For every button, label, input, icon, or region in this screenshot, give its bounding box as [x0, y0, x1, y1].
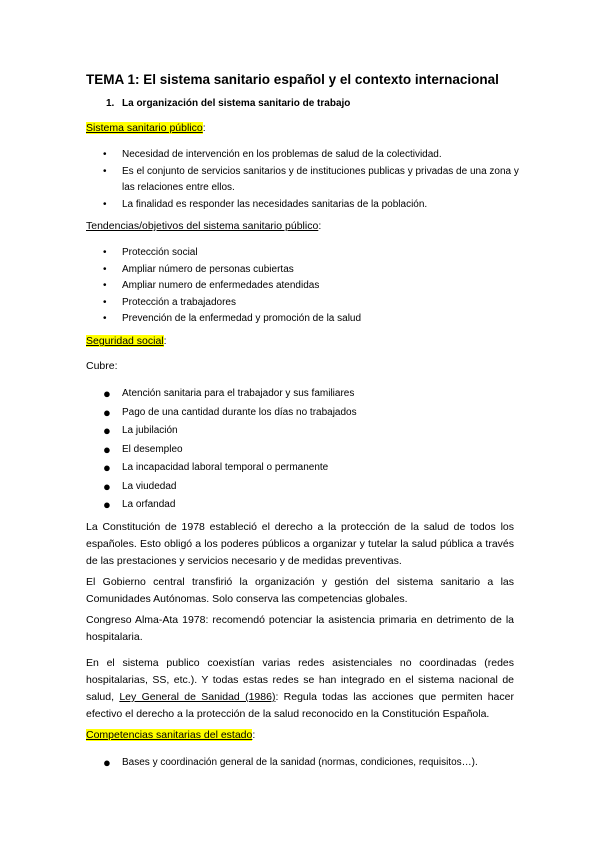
subheading-text: La organización del sistema sanitario de trabajo	[122, 98, 351, 109]
heading-tendencias: Tendencias/objetivos del sistema sanitario público:	[86, 220, 322, 232]
bullet-icon: ●	[103, 755, 111, 770]
heading-competencias: Competencias sanitarias del estado:	[86, 729, 256, 741]
list-sistema-publico	[86, 147, 526, 213]
bullet-icon: •	[103, 296, 107, 308]
list-tendencias	[86, 245, 526, 328]
page-title: TEMA 1: El sistema sanitario español y el contexto internacional	[86, 72, 499, 87]
bullet-icon: ●	[103, 460, 111, 475]
heading-sistema-publico: Sistema sanitario público:	[86, 122, 206, 134]
list-item: ● La orfandad	[86, 496, 526, 515]
list-item: ● La jubilación	[86, 422, 526, 441]
heading-seguridad-social: Seguridad social:	[86, 335, 167, 347]
bullet-icon: ●	[103, 386, 111, 401]
paragraph-gobierno: El Gobierno central transfirió la organización y gestión del sistema sanitario a las Comunidades Autónomas. Solo conserva las competencias globales.	[86, 576, 514, 605]
paragraph-sistema-publico: En el sistema publico coexistían varias redes asistenciales no coordinadas (redes hospitalarias, SS, etc.). Y todas estas redes se han integrado en el sistema nacional de salud, Ley General de Sanidad (1986): Regula todas las acciones que permiten hacer efectivo el derecho a la protección de la salud reconocido en la Constitución Española.	[86, 657, 514, 720]
list-item: • Ampliar número de personas cubiertas	[86, 262, 526, 279]
section-subheading	[106, 98, 350, 109]
list-competencias	[86, 755, 526, 772]
list-item: • Protección social	[86, 245, 526, 262]
list-item: ● La incapacidad laboral temporal o permanente	[86, 459, 526, 478]
bullet-icon: •	[103, 165, 107, 177]
bullet-icon: •	[103, 149, 107, 160]
list-item: ● El desempleo	[86, 441, 526, 460]
bullet-icon: ●	[103, 441, 111, 457]
seguridad-social-intro: Cubre:	[86, 360, 118, 372]
bullet-icon: •	[103, 280, 107, 291]
paragraph-alma-ata: Congreso Alma-Ata 1978: recomendó potenciar la asistencia primaria en detrimento de la hospitalaria.	[86, 614, 514, 643]
list-seguridad-social	[86, 385, 526, 515]
paragraph-constitucion: La Constitución de 1978 estableció el derecho a la protección de la salud de todos los españoles. Esto obligó a los poderes públicos a organizar y tutelar la salud pública a través de las prestaciones y servicios necesario y de medidas preventivas.	[86, 521, 514, 567]
subheading-number: 1.	[106, 98, 115, 109]
list-item: ● Bases y coordinación general de la sanidad (normas, condiciones, requisitos…).	[103, 755, 478, 770]
bullet-icon: ●	[103, 497, 111, 512]
list-item: • Protección a trabajadores	[86, 295, 526, 312]
list-item: • La finalidad es responder las necesidades sanitarias de la población.	[86, 197, 526, 214]
list-item: ● La viudedad	[86, 478, 526, 497]
list-item: ● Pago de una cantidad durante los días no trabajados	[86, 404, 526, 423]
bullet-icon: •	[103, 198, 107, 210]
ley-general-link: Ley General de Sanidad (1986)	[119, 691, 276, 703]
list-item: • Es el conjunto de servicios sanitarios y de instituciones publicas y privadas de una zona y las relaciones entre ellos.	[103, 165, 519, 193]
bullet-icon: ●	[103, 423, 111, 438]
bullet-icon: •	[103, 247, 107, 258]
list-item: ● Atención sanitaria para el trabajador y sus familiares	[86, 385, 526, 404]
bullet-icon: ●	[103, 478, 111, 494]
bullet-icon: •	[103, 263, 107, 275]
bullet-icon: ●	[103, 404, 111, 420]
list-item: • Prevención de la enfermedad y promoción de la salud	[86, 311, 526, 328]
bullet-icon: •	[103, 313, 107, 324]
list-item: • Ampliar numero de enfermedades atendidas	[86, 278, 526, 295]
list-item: • Necesidad de intervención en los problemas de salud de la colectividad.	[86, 147, 526, 164]
